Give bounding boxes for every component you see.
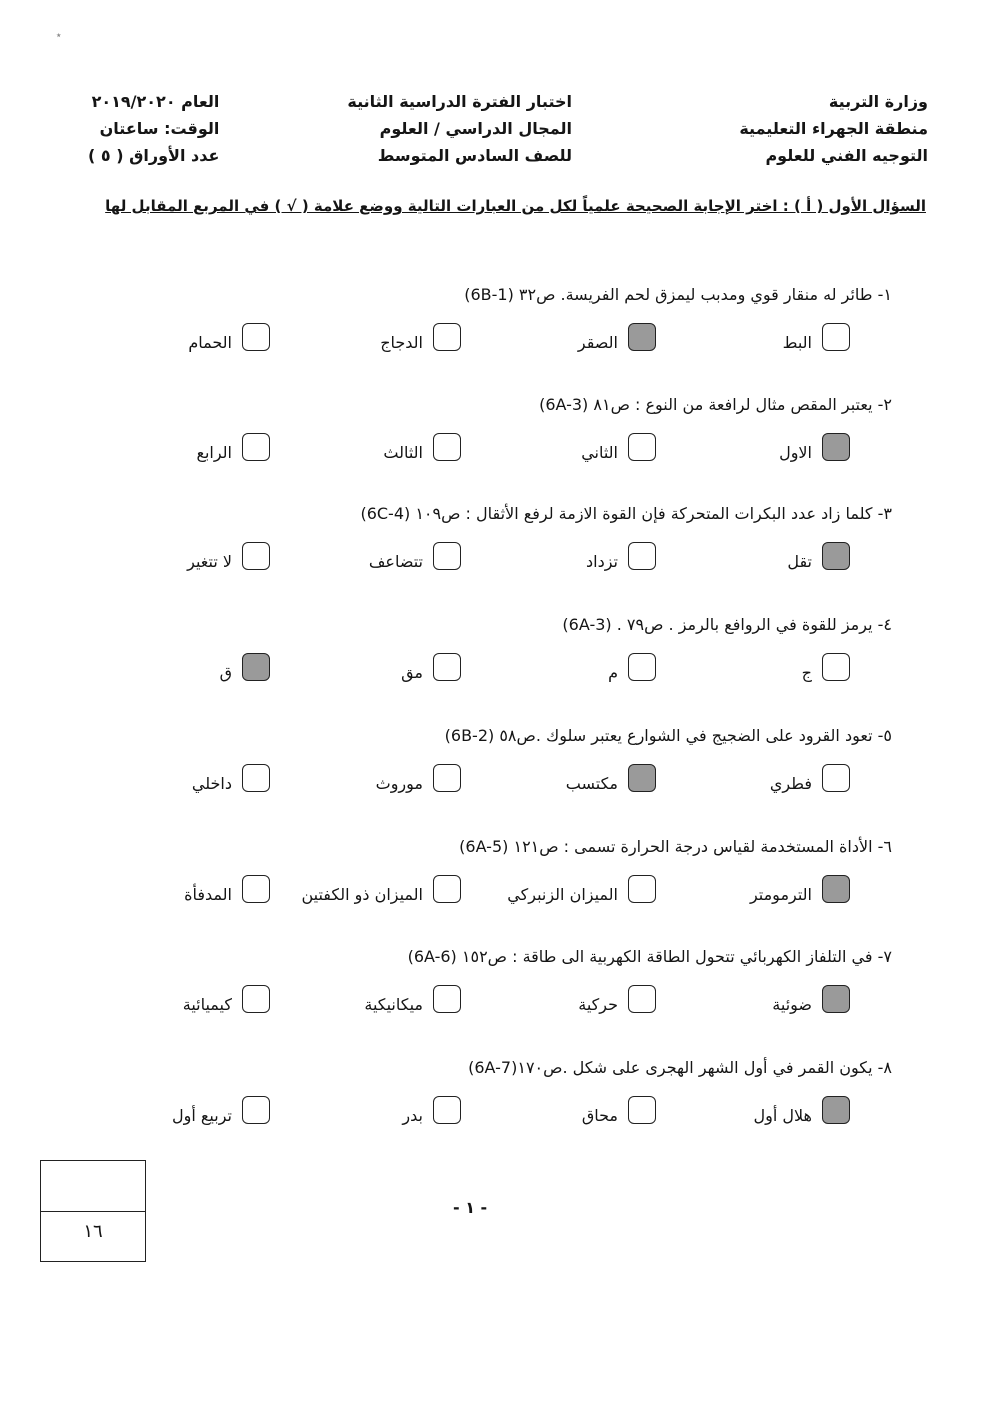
answer-checkbox-marked[interactable] [822, 875, 850, 903]
answer-option[interactable] [456, 764, 656, 804]
answer-option[interactable] [456, 875, 656, 915]
question-item [0, 615, 992, 725]
answer-option-label: الرابع [196, 443, 232, 462]
answer-option[interactable] [70, 323, 270, 363]
answer-checkbox-marked[interactable] [822, 1096, 850, 1124]
district-name: منطقة الجهراء التعليمية [739, 119, 928, 138]
answer-option[interactable] [70, 985, 270, 1025]
answer-option[interactable] [650, 1096, 850, 1136]
answer-option-label: ق [219, 663, 232, 682]
question-number: ١- [877, 285, 892, 304]
subject-name: المجال الدراسي / العلوم [379, 119, 572, 138]
question-text-line [562, 615, 892, 634]
question-text: تعود القرود على الضجيج في الشوارع يعتبر سلوك .ص٥٨ (6B-2) [444, 726, 873, 745]
answer-option[interactable] [261, 875, 461, 915]
question-text: طائر له منقار قوي ومدبب ليمزق لحم الفريسة. ص٣٢ (6B-1) [464, 285, 873, 304]
answer-option-label: الصقر [577, 333, 618, 352]
question-number: ٦- [877, 837, 892, 856]
question-text-line [445, 726, 892, 745]
answer-option-label: الثالث [383, 443, 423, 462]
grade-name: للصف السادس المتوسط [377, 146, 572, 165]
question-text-line [464, 285, 892, 304]
answer-checkbox[interactable] [433, 433, 461, 461]
answer-checkbox-marked[interactable] [242, 653, 270, 681]
answer-option[interactable] [70, 875, 270, 915]
answer-option[interactable] [650, 875, 850, 915]
answer-option[interactable] [261, 433, 461, 473]
answer-option-label: تتضاعف [368, 552, 423, 571]
header-exam-info [347, 88, 572, 169]
answer-checkbox[interactable] [822, 764, 850, 792]
question-text: يعتبر المقص مثال لرافعة من النوع : ص٨١ (6A-3) [539, 395, 873, 414]
answer-option[interactable] [456, 985, 656, 1025]
answer-option-label: مق [401, 663, 423, 682]
answer-checkbox-marked[interactable] [822, 542, 850, 570]
answer-option-label: تربيع أول [172, 1106, 232, 1125]
answer-option-label: حركية [578, 995, 618, 1014]
answer-option-label: فطري [769, 774, 812, 793]
question-text-line [360, 504, 892, 523]
answer-checkbox[interactable] [628, 1096, 656, 1124]
answer-checkbox[interactable] [822, 653, 850, 681]
answer-option[interactable] [261, 542, 461, 582]
answer-option[interactable] [261, 764, 461, 804]
answer-option-label: م [608, 663, 618, 682]
answer-option[interactable] [650, 985, 850, 1025]
answer-checkbox-marked[interactable] [822, 433, 850, 461]
question-number: ٣- [877, 504, 892, 523]
answer-checkbox[interactable] [433, 1096, 461, 1124]
answer-option-label: الميزان الزنبركي [507, 885, 618, 904]
question-number: ٨- [877, 1058, 892, 1077]
question-text-line [468, 1058, 892, 1077]
answer-option[interactable] [70, 764, 270, 804]
answer-option[interactable] [456, 542, 656, 582]
answer-option[interactable] [261, 323, 461, 363]
answer-checkbox[interactable] [433, 323, 461, 351]
score-divider [41, 1211, 145, 1212]
scan-speck: ٭ [56, 30, 62, 41]
answer-checkbox[interactable] [433, 542, 461, 570]
answer-checkbox[interactable] [242, 542, 270, 570]
page-count: عدد الأوراق ( ٥ ) [88, 146, 220, 165]
answer-option[interactable] [650, 433, 850, 473]
answer-option[interactable] [261, 985, 461, 1025]
question-item [0, 947, 992, 1057]
answer-checkbox-marked[interactable] [628, 764, 656, 792]
answer-option-label: محاق [581, 1106, 618, 1125]
answer-option-label: كيميائية [182, 995, 232, 1014]
answer-checkbox[interactable] [242, 764, 270, 792]
answer-option-label: الاول [779, 443, 812, 462]
answer-checkbox[interactable] [242, 985, 270, 1013]
answer-option-label: داخلي [191, 774, 232, 793]
question-number: ٧- [877, 947, 892, 966]
question-text: يكون القمر في أول الشهر الهجرى على شكل .ص١٧٠(6A-7) [468, 1058, 873, 1077]
question-item [0, 395, 992, 505]
answer-checkbox-marked[interactable] [822, 985, 850, 1013]
exam-title: اختبار الفترة الدراسية الثانية [347, 92, 572, 111]
answer-option[interactable] [261, 1096, 461, 1136]
answer-option[interactable] [456, 323, 656, 363]
answer-checkbox[interactable] [628, 653, 656, 681]
answer-option[interactable] [650, 653, 850, 693]
answer-option-label: الترمومتر [749, 885, 812, 904]
question-item [0, 504, 992, 614]
department-name: التوجيه الفني للعلوم [765, 146, 928, 165]
answer-checkbox[interactable] [433, 764, 461, 792]
answer-checkbox[interactable] [433, 875, 461, 903]
question-number: ٤- [877, 615, 892, 634]
question-text: في التلفاز الكهربائي تتحول الطاقة الكهربية الى طاقة : ص١٥٢ (6A-6) [407, 947, 873, 966]
question-text-line [539, 395, 892, 414]
question-item [0, 837, 992, 947]
answer-checkbox[interactable] [242, 875, 270, 903]
answer-checkbox[interactable] [628, 542, 656, 570]
header-exam-meta [88, 88, 219, 169]
answer-checkbox[interactable] [433, 653, 461, 681]
answer-checkbox[interactable] [242, 323, 270, 351]
score-box [40, 1160, 146, 1262]
answer-checkbox[interactable] [628, 875, 656, 903]
answer-option-label: هلال أول [753, 1106, 812, 1125]
answer-option-label: تقل [787, 552, 812, 571]
answer-option[interactable] [70, 542, 270, 582]
answer-checkbox[interactable] [433, 985, 461, 1013]
answer-checkbox[interactable] [242, 433, 270, 461]
answer-option[interactable] [650, 542, 850, 582]
answer-option-label: مكتسب [565, 774, 618, 793]
question-number: ٥- [877, 726, 892, 745]
question-number: ٢- [877, 395, 892, 414]
answer-option-label: موروث [375, 774, 423, 793]
answer-checkbox[interactable] [242, 1096, 270, 1124]
answer-option-label: البط [782, 333, 812, 352]
answer-option-label: ج [801, 663, 812, 682]
ministry-name: وزارة التربية [828, 92, 928, 111]
score-value: ١٦ [83, 1221, 103, 1242]
answer-option-label: الحمام [188, 333, 232, 352]
answer-checkbox[interactable] [628, 433, 656, 461]
answer-option[interactable] [261, 653, 461, 693]
page-number: - ١ - [453, 1198, 488, 1217]
answer-option[interactable] [456, 433, 656, 473]
answer-option[interactable] [456, 653, 656, 693]
answer-option[interactable] [650, 323, 850, 363]
answer-option-label: لا تتغير [187, 552, 232, 571]
answer-checkbox[interactable] [822, 323, 850, 351]
question-text: كلما زاد عدد البكرات المتحركة فإن القوة الازمة لرفع الأثقال : ص١٠٩ (6C-4) [360, 504, 873, 523]
question-item [0, 1058, 992, 1168]
answer-option[interactable] [70, 433, 270, 473]
answer-option-label: الميزان ذو الكفتين [301, 885, 423, 904]
question-instruction: السؤال الأول ( أ ) : اختر الإجابة الصحيحة علمياً لكل من العبارات التالية ووضع علامة ( √ ) في المربع المقابل لها [105, 197, 926, 215]
answer-option-label: تزداد [586, 552, 618, 571]
exam-duration: الوقت: ساعتان [99, 119, 220, 138]
answer-option-label: المدفأة [184, 885, 232, 904]
answer-option-label: ضوئية [772, 995, 812, 1014]
answer-option-label: بدر [402, 1106, 423, 1125]
answer-option-label: الثاني [581, 443, 618, 462]
academic-year: العام ٢٠١٩/٢٠٢٠ [91, 92, 220, 111]
answer-option-label: الدجاج [380, 333, 423, 352]
question-text-line [459, 837, 892, 856]
answer-option[interactable] [70, 653, 270, 693]
answer-option[interactable] [70, 1096, 270, 1136]
header-ministry [739, 88, 928, 169]
answer-option-label: ميكانيكية [364, 995, 423, 1014]
answer-option[interactable] [456, 1096, 656, 1136]
question-text: يرمز للقوة في الروافع بالرمز . ص٧٩ . (6A-3) [562, 615, 873, 634]
answer-checkbox-marked[interactable] [628, 323, 656, 351]
question-item [0, 726, 992, 836]
answer-option[interactable] [650, 764, 850, 804]
question-item [0, 285, 992, 395]
question-text: الأداة المستخدمة لقياس درجة الحرارة تسمى : ص١٢١ (6A-5) [459, 837, 873, 856]
question-text-line [408, 947, 892, 966]
answer-checkbox[interactable] [628, 985, 656, 1013]
